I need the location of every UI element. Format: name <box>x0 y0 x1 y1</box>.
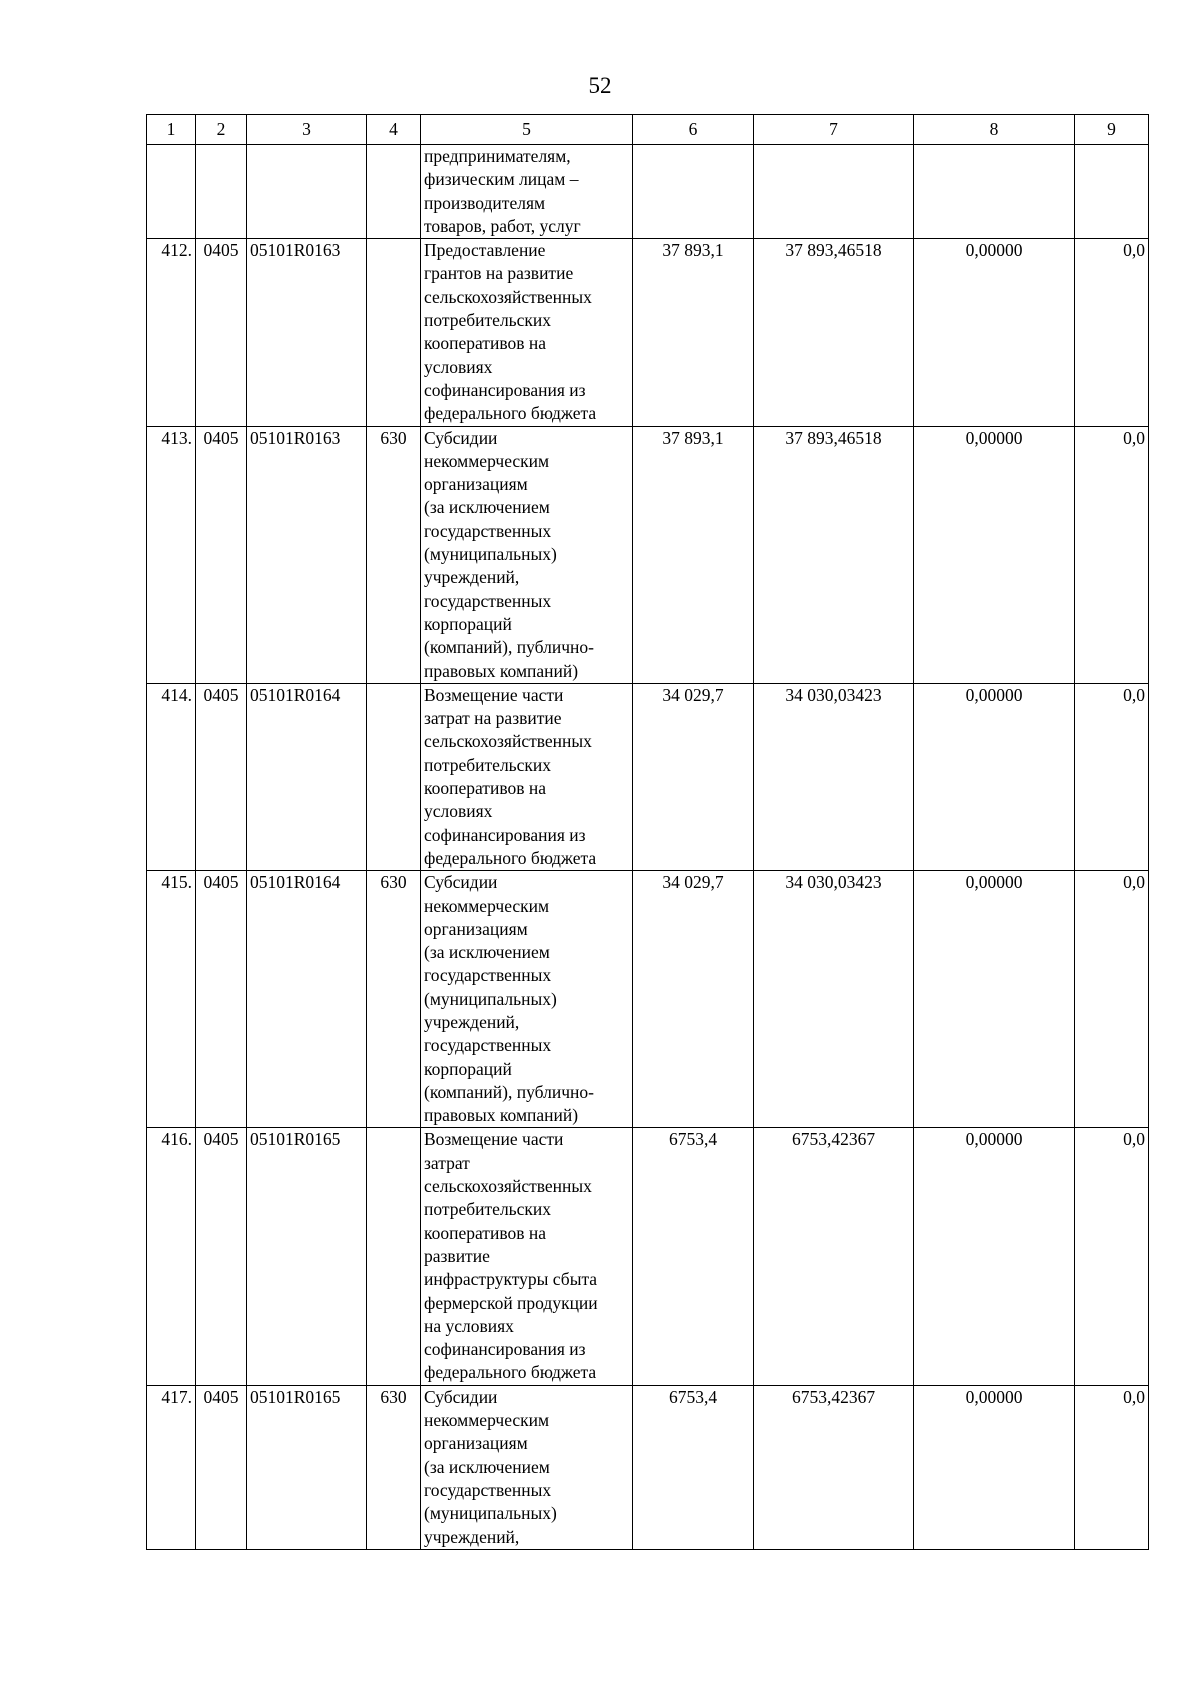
row-number: 417. <box>147 1385 196 1549</box>
amount-col9: 0,0 <box>1075 239 1149 426</box>
amount-col8: 0,00000 <box>914 426 1075 683</box>
description-line: софинансирования из <box>424 824 586 845</box>
description-line: учреждений, <box>424 1526 520 1547</box>
column-header: 6 <box>633 115 754 145</box>
expense-type-code <box>367 239 421 426</box>
row-description <box>421 145 633 239</box>
description-line: государственных <box>424 965 552 986</box>
amount-col9: 0,0 <box>1075 1385 1149 1549</box>
expense-type-code: 630 <box>367 871 421 1128</box>
description-line: физическим лицам – <box>424 169 579 190</box>
description-line: условиях <box>424 801 493 822</box>
description-line: софинансирования из <box>424 379 586 400</box>
description-line: (за исключением <box>424 1456 550 1477</box>
amount-col6: 34 029,7 <box>633 683 754 870</box>
amount-col8 <box>914 145 1075 239</box>
amount-col8: 0,00000 <box>914 1128 1075 1385</box>
row-number: 416. <box>147 1128 196 1385</box>
description-line: (за исключением <box>424 497 550 518</box>
amount-col6: 6753,4 <box>633 1128 754 1385</box>
row-description <box>421 239 633 426</box>
amount-col8: 0,00000 <box>914 1385 1075 1549</box>
row-description <box>421 1385 633 1549</box>
section-code: 0405 <box>196 426 247 683</box>
description-line: потребительских <box>424 310 552 331</box>
page-number: 52 <box>588 73 612 98</box>
description-line: государственных <box>424 1479 552 1500</box>
description-line: (за исключением <box>424 942 550 963</box>
table-row <box>147 1385 1149 1549</box>
amount-col9: 0,0 <box>1075 426 1149 683</box>
description-line: на условиях <box>424 1315 514 1336</box>
description-line: государственных <box>424 590 552 611</box>
description-line: учреждений, <box>424 1011 520 1032</box>
description-line: федерального бюджета <box>424 1362 597 1383</box>
description-line: учреждений, <box>424 567 520 588</box>
expense-type-code <box>367 1128 421 1385</box>
column-header: 4 <box>367 115 421 145</box>
column-header: 9 <box>1075 115 1149 145</box>
row-number: 412. <box>147 239 196 426</box>
description-line: товаров, работ, услуг <box>424 215 581 236</box>
row-description <box>421 1128 633 1385</box>
target-article-code: 05101R0165 <box>247 1128 367 1385</box>
section-code <box>196 145 247 239</box>
description-line: грантов на развитие <box>424 263 574 284</box>
target-article-code: 05101R0164 <box>247 683 367 870</box>
description-line: потребительских <box>424 754 552 775</box>
description-line: Субсидии <box>424 872 498 893</box>
row-description <box>421 683 633 870</box>
table-body <box>147 145 1149 1550</box>
description-line: условиях <box>424 356 493 377</box>
amount-col9: 0,0 <box>1075 683 1149 870</box>
description-line: некоммерческим <box>424 895 550 916</box>
description-line: некоммерческим <box>424 450 550 471</box>
description-line: организациям <box>424 1433 528 1454</box>
table-row <box>147 871 1149 1128</box>
amount-col6: 34 029,7 <box>633 871 754 1128</box>
description-line: развитие <box>424 1245 490 1266</box>
table-row <box>147 1128 1149 1385</box>
amount-col7: 6753,42367 <box>754 1128 914 1385</box>
amount-col6: 37 893,1 <box>633 239 754 426</box>
column-header-row <box>147 115 1149 145</box>
description-line: Субсидии <box>424 1386 498 1407</box>
amount-col7: 37 893,46518 <box>754 426 914 683</box>
amount-col9: 0,0 <box>1075 871 1149 1128</box>
table-row <box>147 683 1149 870</box>
budget-table <box>146 114 1149 1550</box>
expense-type-code <box>367 145 421 239</box>
section-code: 0405 <box>196 239 247 426</box>
description-line: государственных <box>424 520 552 541</box>
amount-col8: 0,00000 <box>914 871 1075 1128</box>
target-article-code <box>247 145 367 239</box>
row-description <box>421 871 633 1128</box>
description-line: кооперативов на <box>424 1222 546 1243</box>
expense-type-code: 630 <box>367 426 421 683</box>
description-line: организациям <box>424 474 528 495</box>
table-row <box>147 239 1149 426</box>
amount-col6 <box>633 145 754 239</box>
column-header: 7 <box>754 115 914 145</box>
expense-type-code <box>367 683 421 870</box>
amount-col7: 37 893,46518 <box>754 239 914 426</box>
description-line: кооперативов на <box>424 778 546 799</box>
column-header: 5 <box>421 115 633 145</box>
description-line: (муниципальных) <box>424 544 557 565</box>
description-line: корпораций <box>424 1058 512 1079</box>
amount-col6: 6753,4 <box>633 1385 754 1549</box>
description-line: Возмещение части <box>424 684 564 705</box>
description-line: сельскохозяйственных <box>424 286 592 307</box>
table-row <box>147 426 1149 683</box>
row-number: 414. <box>147 683 196 870</box>
target-article-code: 05101R0163 <box>247 426 367 683</box>
description-line: затрат <box>424 1152 470 1173</box>
description-line: правовых компаний) <box>424 660 579 681</box>
description-line: (муниципальных) <box>424 1503 557 1524</box>
column-header: 8 <box>914 115 1075 145</box>
description-line: государственных <box>424 1035 552 1056</box>
amount-col7 <box>754 145 914 239</box>
amount-col9: 0,0 <box>1075 1128 1149 1385</box>
target-article-code: 05101R0164 <box>247 871 367 1128</box>
description-line: предпринимателям, <box>424 146 571 166</box>
section-code: 0405 <box>196 683 247 870</box>
description-line: потребительских <box>424 1199 552 1220</box>
description-line: производителям <box>424 192 546 213</box>
description-line: (муниципальных) <box>424 988 557 1009</box>
description-line: сельскохозяйственных <box>424 1176 592 1197</box>
description-line: затрат на развитие <box>424 708 562 729</box>
description-line: софинансирования из <box>424 1339 586 1360</box>
description-line: некоммерческим <box>424 1410 550 1431</box>
amount-col6: 37 893,1 <box>633 426 754 683</box>
row-number: 413. <box>147 426 196 683</box>
section-code: 0405 <box>196 1128 247 1385</box>
column-header: 1 <box>147 115 196 145</box>
description-line: сельскохозяйственных <box>424 731 592 752</box>
target-article-code: 05101R0163 <box>247 239 367 426</box>
amount-col8: 0,00000 <box>914 683 1075 870</box>
description-line: кооперативов на <box>424 333 546 354</box>
description-line: федерального бюджета <box>424 847 597 868</box>
row-description <box>421 426 633 683</box>
section-code: 0405 <box>196 1385 247 1549</box>
description-line: инфраструктуры сбыта <box>424 1269 598 1290</box>
section-code: 0405 <box>196 871 247 1128</box>
expense-type-code: 630 <box>367 1385 421 1549</box>
column-header: 3 <box>247 115 367 145</box>
description-line: (компаний), публично- <box>424 1081 594 1102</box>
row-number <box>147 145 196 239</box>
description-line: фермерской продукции <box>424 1292 598 1313</box>
amount-col7: 6753,42367 <box>754 1385 914 1549</box>
description-line: правовых компаний) <box>424 1105 579 1126</box>
amount-col7: 34 030,03423 <box>754 871 914 1128</box>
amount-col7: 34 030,03423 <box>754 683 914 870</box>
description-line: Субсидии <box>424 427 498 448</box>
column-header: 2 <box>196 115 247 145</box>
description-line: Возмещение части <box>424 1129 564 1150</box>
description-line: корпораций <box>424 613 512 634</box>
description-line: (компаний), публично- <box>424 637 594 658</box>
amount-col9 <box>1075 145 1149 239</box>
target-article-code: 05101R0165 <box>247 1385 367 1549</box>
table-row <box>147 145 1149 239</box>
row-number: 415. <box>147 871 196 1128</box>
description-line: Предоставление <box>424 240 546 261</box>
amount-col8: 0,00000 <box>914 239 1075 426</box>
description-line: федерального бюджета <box>424 403 597 424</box>
description-line: организациям <box>424 918 528 939</box>
